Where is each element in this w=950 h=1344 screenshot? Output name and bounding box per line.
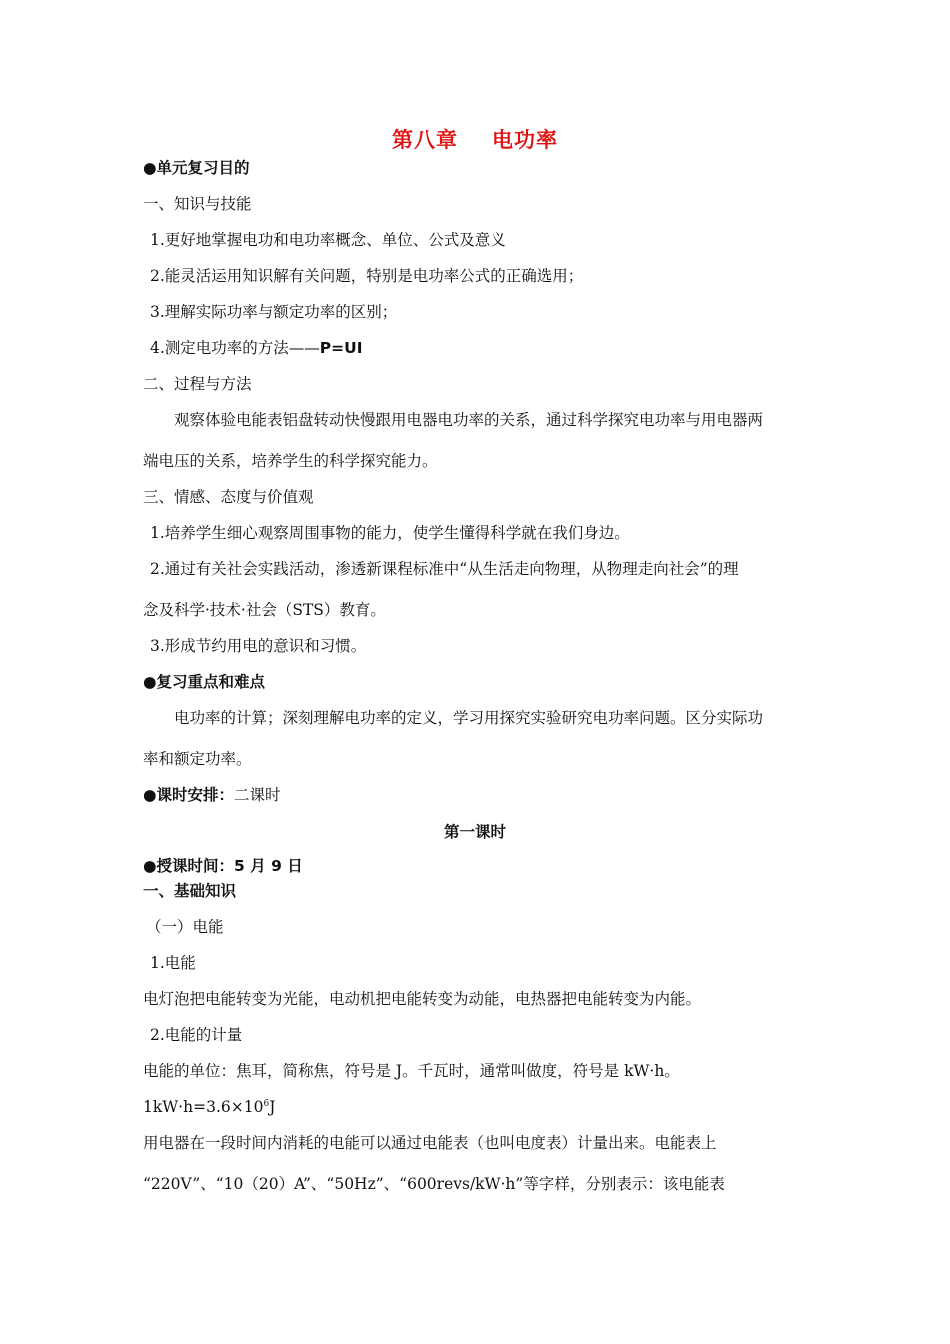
objective-item-2: 2.能灵活运用知识解有关问题，特别是电功率公式的正确选用； [150, 267, 584, 285]
title-chapter: 第八章 [392, 128, 458, 152]
basics-item2: 2.电能的计量 [150, 1026, 243, 1044]
lesson1-date [143, 856, 303, 876]
section3-item-2-line2: 念及科学·技术·社会（STS）教育。 [143, 601, 386, 619]
objective-item-3: 3.理解实际功率与额定功率的区别； [150, 303, 398, 321]
lesson1-date-value: 5 月 9 日 [234, 857, 303, 875]
energy-formula-base: 1kW·h=3.6×10 [143, 1098, 264, 1116]
section2-para-line1: 观察体验电能表铝盘转动快慢跟用电器电功率的关系，通过科学探究电功率与用电器两 [174, 411, 764, 429]
lesson1-date-label: ●授课时间： [143, 857, 235, 875]
meter-line1: 用电器在一段时间内消耗的电能可以通过电能表（也叫电度表）计量出来。电能表上 [143, 1134, 717, 1152]
meter-line2: “220V”、“10（20）A”、“50Hz”、“600revs/kW·h”等字样，分别表示：该电能表 [143, 1175, 725, 1193]
key-points-heading: ●复习重点和难点 [143, 673, 266, 691]
section3-heading: 三、情感、态度与价值观 [143, 488, 314, 506]
page-title [0, 124, 950, 154]
basics-item1: 1.电能 [150, 954, 196, 972]
section2-heading: 二、过程与方法 [143, 375, 252, 393]
section3-item-2-line1: 2.通过有关社会实践活动，渗透新课程标准中“从生活走向物理，从物理走向社会”的理 [150, 560, 739, 578]
section2-para-line2: 端电压的关系，培养学生的科学探究能力。 [143, 452, 438, 470]
objective-item-4 [150, 338, 363, 358]
energy-formula-unit: J [269, 1098, 276, 1116]
objectives-heading: ●单元复习目的 [143, 159, 250, 177]
lesson1-heading: 第一课时 [443, 823, 506, 841]
energy-formula [143, 1097, 275, 1117]
key-points-line2: 率和额定功率。 [143, 750, 252, 768]
title-topic: 电功率 [492, 128, 558, 152]
schedule-value: 二课时 [234, 786, 281, 804]
schedule-line [143, 785, 281, 805]
objective-item-1: 1.更好地掌握电功和电功率概念、单位、公式及意义 [150, 231, 506, 249]
basics-heading: 一、基础知识 [143, 882, 237, 900]
key-points-line1: 电功率的计算；深刻理解电功率的定义，学习用探究实验研究电功率问题。区分实际功 [174, 709, 764, 727]
basics-sub1: （一）电能 [146, 918, 224, 936]
objective-item-4-formula: P=UI [319, 339, 363, 357]
schedule-label: ●课时安排： [143, 786, 235, 804]
energy-formula-exponent: 6 [263, 1098, 270, 1109]
section3-item-3: 3.形成节约用电的意识和习惯。 [150, 637, 367, 655]
basics-item1-text: 电灯泡把电能转变为光能，电动机把电能转变为动能，电热器把电能转变为内能。 [143, 990, 702, 1008]
section1-heading: 一、知识与技能 [143, 195, 252, 213]
section3-item-1: 1.培养学生细心观察周围事物的能力，使学生懂得科学就在我们身边。 [150, 524, 630, 542]
energy-units-text: 电能的单位：焦耳，简称焦，符号是 J。千瓦时，通常叫做度，符号是 kW·h。 [143, 1062, 680, 1080]
objective-item-4-text: 4.测定电功率的方法—— [150, 339, 320, 357]
